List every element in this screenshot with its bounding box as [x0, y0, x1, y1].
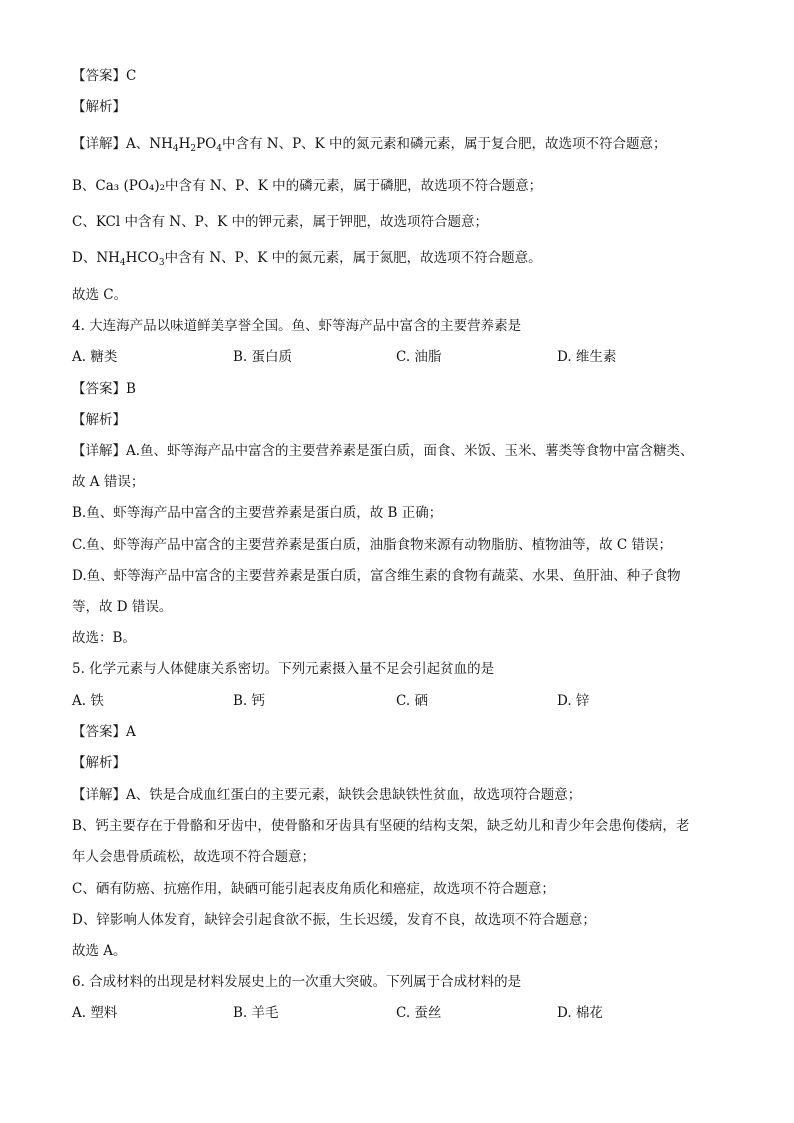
q3-detail-c: C、KCl 中含有 N、P、K 中的钾元素，属于钾肥，故选项符合题意； — [72, 214, 489, 230]
q3-formula-b: Ca₃ (PO₄)₂ — [95, 178, 166, 194]
q6-option-b: B. 羊毛 — [233, 1005, 279, 1021]
q3-formula-a: $NH_4H_2PO_4$ — [149, 136, 222, 154]
q6-option-a: A. 塑料 — [72, 1005, 118, 1021]
q4-detail-c: C.鱼、虾等海产品中富含的主要营养素是蛋白质，油脂食物来源有动物脂肪、植物油等，故 C 错误； — [72, 537, 673, 553]
q4-answer: 【答案】B — [72, 381, 136, 397]
q3-analysis-label: 【解析】 — [72, 99, 126, 115]
q4-option-b: B. 蛋白质 — [233, 349, 293, 365]
q4-analysis-label: 【解析】 — [72, 412, 126, 428]
q5-option-a: A. 铁 — [72, 693, 104, 709]
q5-detail-c: C、硒有防癌、抗癌作用，缺硒可能引起表皮角质化和癌症，故选项不符合题意； — [72, 881, 555, 897]
q3-detail-a-prefix: 【详解】A、 — [72, 136, 150, 152]
q4-conclusion: 故选：B。 — [72, 630, 136, 646]
q5-question: 5. 化学元素与人体健康关系密切。下列元素摄入量不足会引起贫血的是 — [72, 661, 495, 677]
q4-option-c: C. 油脂 — [396, 349, 442, 365]
q5-option-c: C. 硒 — [396, 693, 428, 709]
q5-analysis-label: 【解析】 — [72, 755, 126, 771]
q6-option-d: D. 棉花 — [557, 1005, 603, 1021]
q6-option-c: C. 蚕丝 — [396, 1005, 442, 1021]
q3-formula-d: $NH_4HCO_3$ — [96, 250, 165, 268]
q4-detail-a: 【详解】A.鱼、虾等海产品中富含的主要营养素是蛋白质，面食、米饭、玉米、薯类等食物中富含糖类、 — [72, 443, 694, 459]
q3-detail-a — [72, 134, 667, 154]
q4-detail-b: B.鱼、虾等海产品中富含的主要营养素是蛋白质，故 B 正确； — [72, 505, 443, 521]
q5-conclusion: 故选 A。 — [72, 943, 127, 959]
q4-option-d: D. 维生素 — [557, 349, 617, 365]
q4-option-a: A. 糖类 — [72, 349, 118, 365]
q4-question: 4. 大连海产品以味道鲜美享誉全国。鱼、虾等海产品中富含的主要营养素是 — [72, 318, 522, 334]
q5-option-b: B. 钙 — [233, 693, 266, 709]
q4-detail-a-cont: 故 A 错误； — [72, 474, 145, 490]
q5-option-d: D. 锌 — [557, 693, 590, 709]
q3-conclusion: 故选 C。 — [72, 287, 128, 303]
q5-detail-b: B、钙主要存在于骨骼和牙齿中，使骨骼和牙齿具有坚硬的结构支架，缺乏幼儿和青少年会患佝偻病，老 — [72, 818, 690, 834]
q3-detail-a-text: 中含有 N、P、K 中的氮元素和磷元素，属于复合肥，故选项不符合题意； — [221, 136, 667, 152]
q5-detail-d: D、锌影响人体发育，缺锌会引起食欲不振，生长迟缓，发育不良，故选项不符合题意； — [72, 912, 596, 928]
q5-detail-b-cont: 年人会患骨质疏松，故选项不符合题意； — [72, 849, 315, 865]
q6-question: 6. 合成材料的出现是材料发展史上的一次重大突破。下列属于合成材料的是 — [72, 974, 522, 990]
q5-answer: 【答案】A — [72, 724, 136, 740]
q4-detail-d: D.鱼、虾等海产品中富含的主要营养素是蛋白质，富含维生素的食物有蔬菜、水果、鱼肝油、种子食物 — [72, 568, 681, 584]
q3-detail-b: B、Ca₃ (PO₄)₂中含有 N、P、K 中的磷元素，属于磷肥，故选项不符合题意； — [72, 178, 543, 194]
q4-detail-d-cont: 等，故 D 错误。 — [72, 599, 173, 615]
q3-answer: 【答案】C — [72, 68, 137, 84]
q3-detail-d: D、$NH_4HCO_3$中含有 N、P、K 中的氮元素，属于氮肥，故选项不符合题意。 — [72, 250, 542, 268]
q5-detail-a: 【详解】A、铁是合成血红蛋白的主要元素，缺铁会患缺铁性贫血，故选项符合题意； — [72, 787, 582, 803]
